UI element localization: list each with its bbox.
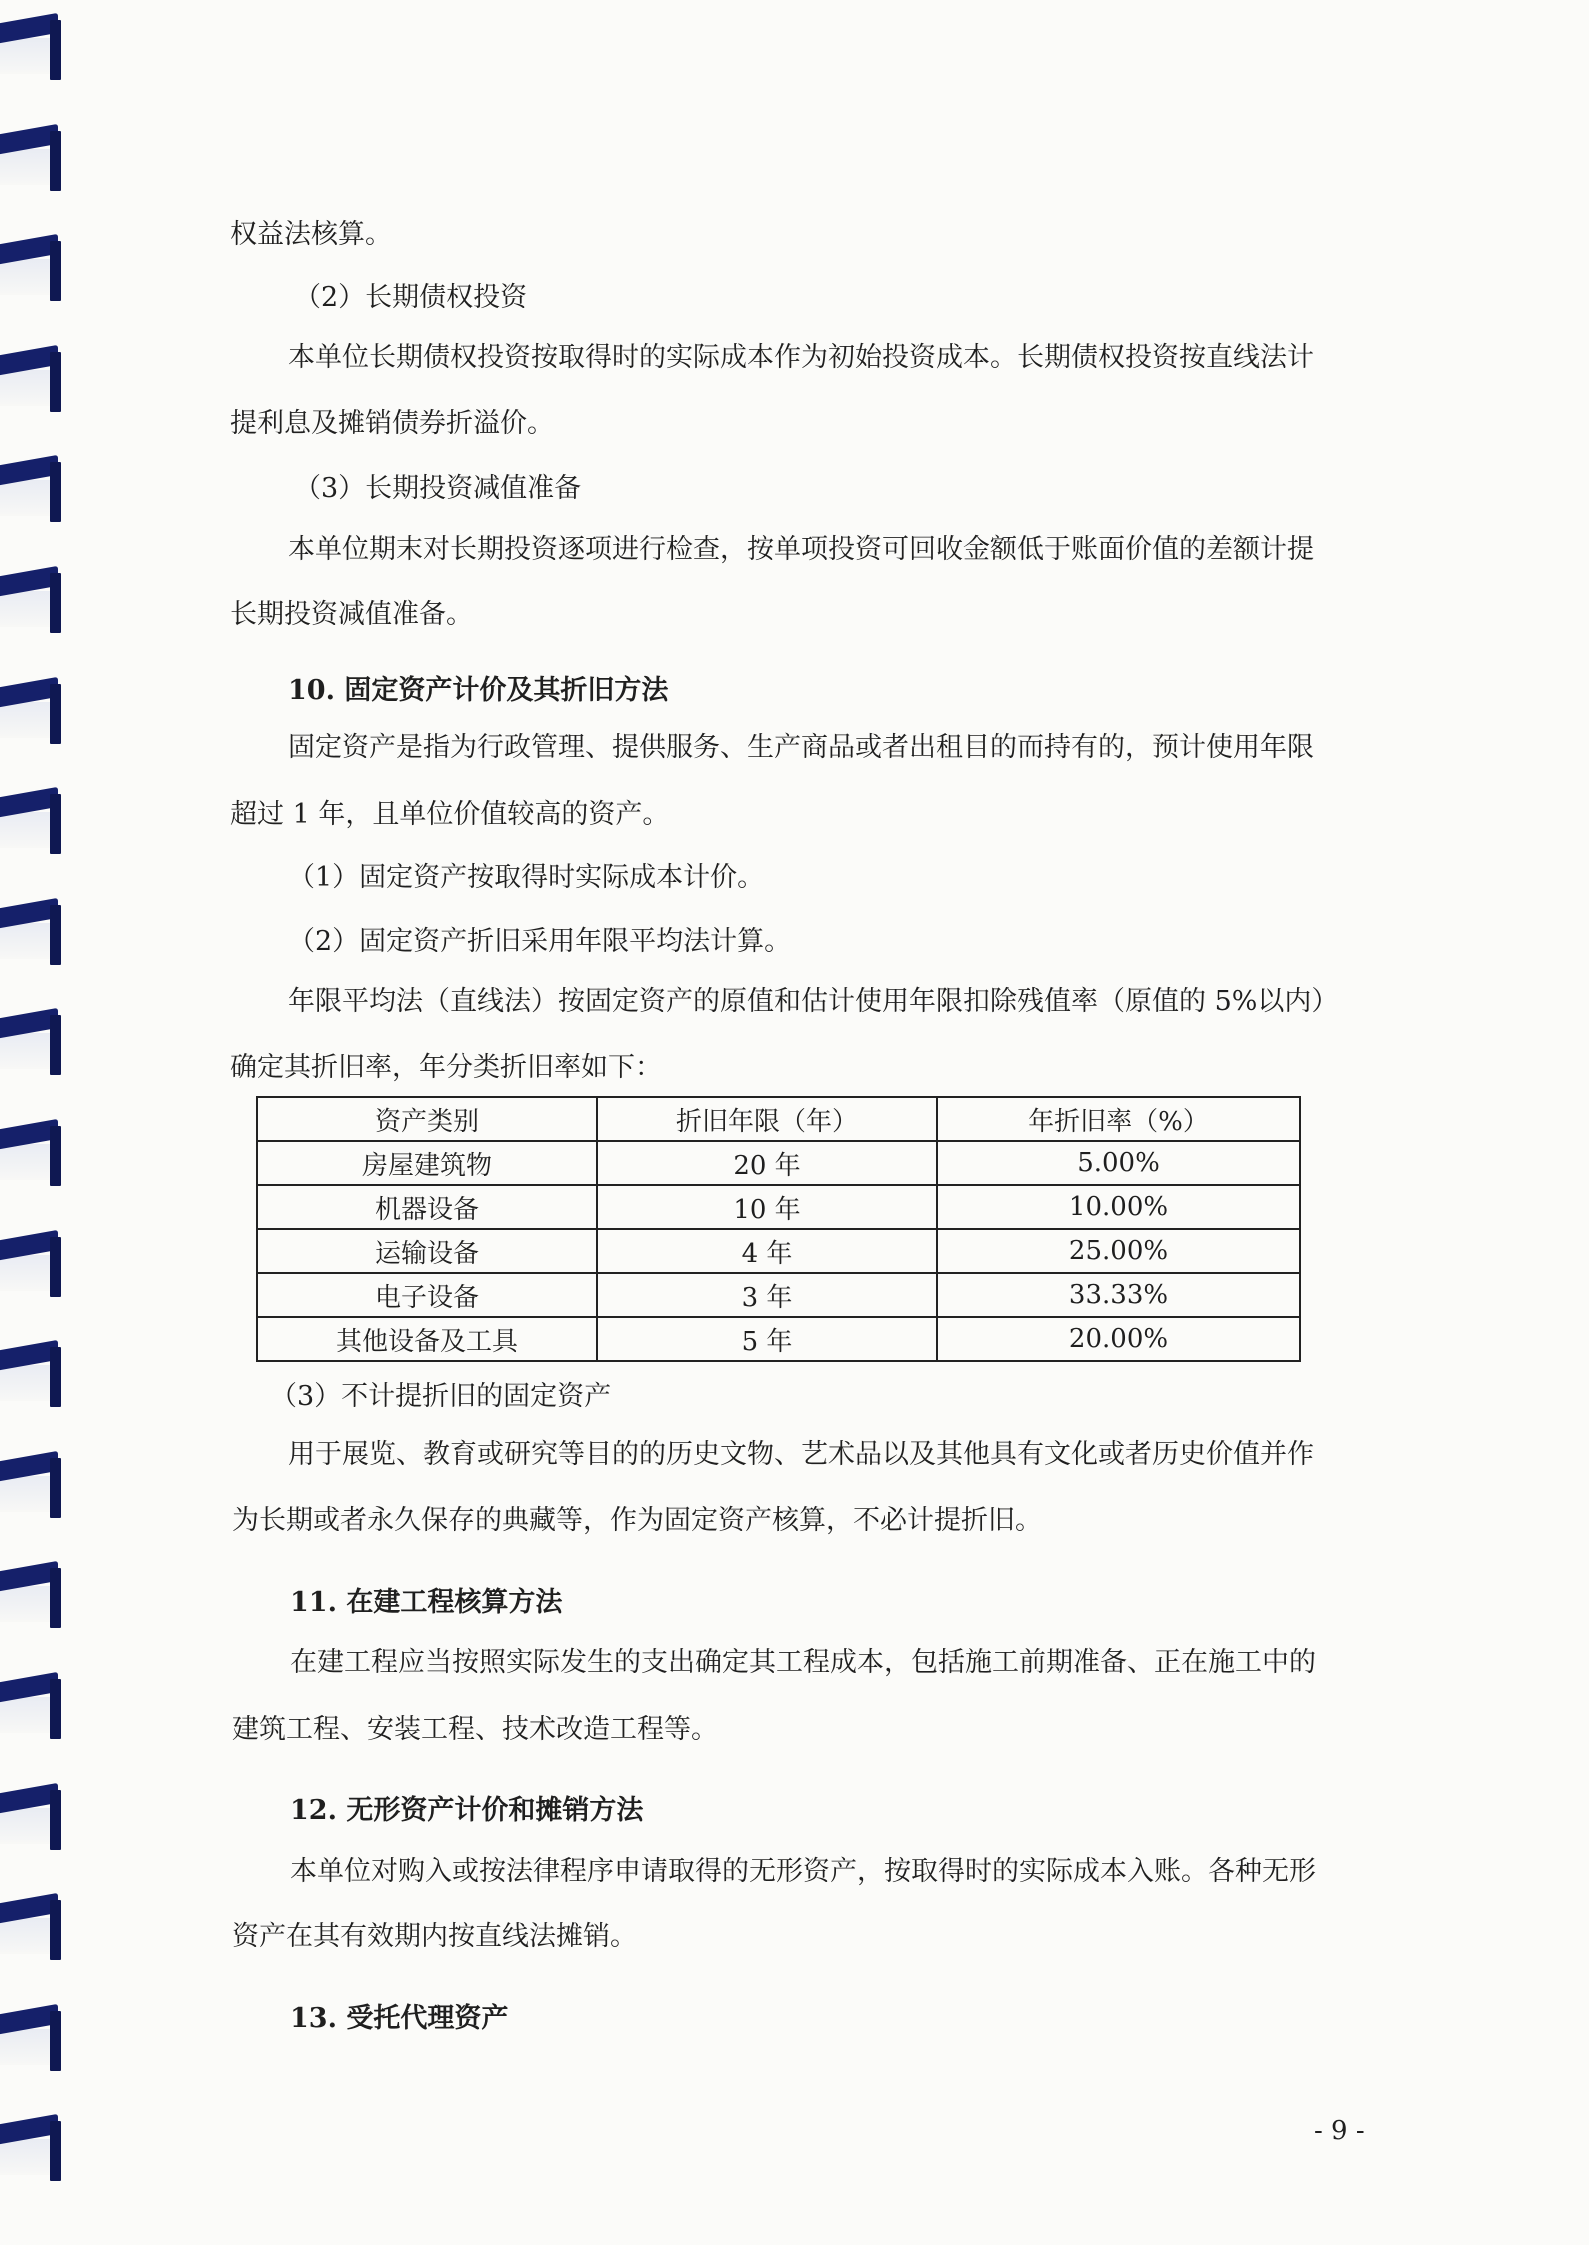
table-row bbox=[257, 1273, 1300, 1317]
rate-cell: 25.00% bbox=[937, 1229, 1300, 1273]
page-number: - 9 - bbox=[1314, 2116, 1365, 2146]
asset-category-cell: 房屋建筑物 bbox=[257, 1141, 597, 1185]
asset-category-cell: 电子设备 bbox=[257, 1273, 597, 1317]
asset-category-cell: 机器设备 bbox=[257, 1185, 597, 1229]
list-item: （2）固定资产折旧采用年限平均法计算。 bbox=[288, 926, 792, 957]
rate-cell: 5.00% bbox=[937, 1141, 1300, 1185]
paragraph-line: 为长期或者永久保存的典藏等，作为固定资产核算，不必计提折旧。 bbox=[232, 1505, 1042, 1536]
paragraph-line: 本单位对购入或按法律程序申请取得的无形资产，按取得时的实际成本入账。各种无形 bbox=[290, 1856, 1316, 1887]
paragraph-line: 本单位期末对长期投资逐项进行检查，按单项投资可回收金额低于账面价值的差额计提 bbox=[288, 534, 1314, 565]
rate-cell: 10.00% bbox=[937, 1185, 1300, 1229]
table-row bbox=[257, 1185, 1300, 1229]
useful-life-cell: 3 年 bbox=[597, 1273, 937, 1317]
asset-category-cell: 运输设备 bbox=[257, 1229, 597, 1273]
paragraph-line: 年限平均法（直线法）按固定资产的原值和估计使用年限扣除残值率（原值的 5%以内） bbox=[288, 986, 1339, 1017]
paragraph-line: 权益法核算。 bbox=[230, 219, 392, 250]
paragraph-line: 固定资产是指为行政管理、提供服务、生产商品或者出租目的而持有的，预计使用年限 bbox=[288, 732, 1314, 763]
paragraph-line: 长期投资减值准备。 bbox=[230, 599, 473, 630]
section-heading-11: 11. 在建工程核算方法 bbox=[290, 1587, 563, 1618]
table-header-row bbox=[257, 1097, 1300, 1141]
paragraph-line: 超过 1 年，且单位价值较高的资产。 bbox=[230, 799, 670, 830]
section-heading-10: 10. 固定资产计价及其折旧方法 bbox=[288, 675, 669, 706]
table-row bbox=[257, 1141, 1300, 1185]
depreciation-table bbox=[256, 1096, 1301, 1362]
rate-cell: 20.00% bbox=[937, 1317, 1300, 1361]
subheading-long-term-debt: （2）长期债权投资 bbox=[294, 282, 528, 313]
paragraph-line: 建筑工程、安装工程、技术改造工程等。 bbox=[232, 1714, 718, 1745]
section-heading-13: 13. 受托代理资产 bbox=[290, 2003, 509, 2034]
rate-cell: 33.33% bbox=[937, 1273, 1300, 1317]
paragraph-line: 在建工程应当按照实际发生的支出确定其工程成本，包括施工前期准备、正在施工中的 bbox=[290, 1647, 1316, 1678]
paragraph-line: 资产在其有效期内按直线法摊销。 bbox=[232, 1921, 637, 1952]
paragraph-line: 确定其折旧率，年分类折旧率如下： bbox=[230, 1052, 662, 1083]
table-row bbox=[257, 1229, 1300, 1273]
useful-life-cell: 10 年 bbox=[597, 1185, 937, 1229]
list-item: （1）固定资产按取得时实际成本计价。 bbox=[288, 862, 765, 893]
subheading-impairment: （3）长期投资减值准备 bbox=[294, 473, 582, 504]
paragraph-line: 本单位长期债权投资按取得时的实际成本作为初始投资成本。长期债权投资按直线法计 bbox=[288, 342, 1314, 373]
asset-category-cell: 其他设备及工具 bbox=[257, 1317, 597, 1361]
section-heading-12: 12. 无形资产计价和摊销方法 bbox=[290, 1795, 644, 1826]
useful-life-cell: 4 年 bbox=[597, 1229, 937, 1273]
useful-life-cell: 5 年 bbox=[597, 1317, 937, 1361]
table-row bbox=[257, 1317, 1300, 1361]
useful-life-cell: 20 年 bbox=[597, 1141, 937, 1185]
paragraph-line: 用于展览、教育或研究等目的的历史文物、艺术品以及其他具有文化或者历史价值并作 bbox=[288, 1439, 1314, 1470]
table-header-cell: 资产类别 bbox=[257, 1097, 597, 1141]
paragraph-line: 提利息及摊销债券折溢价。 bbox=[230, 408, 554, 439]
subheading-non-depreciable: （3）不计提折旧的固定资产 bbox=[270, 1381, 612, 1412]
table-header-cell: 折旧年限（年） bbox=[597, 1097, 937, 1141]
table-header-cell: 年折旧率（%） bbox=[937, 1097, 1300, 1141]
